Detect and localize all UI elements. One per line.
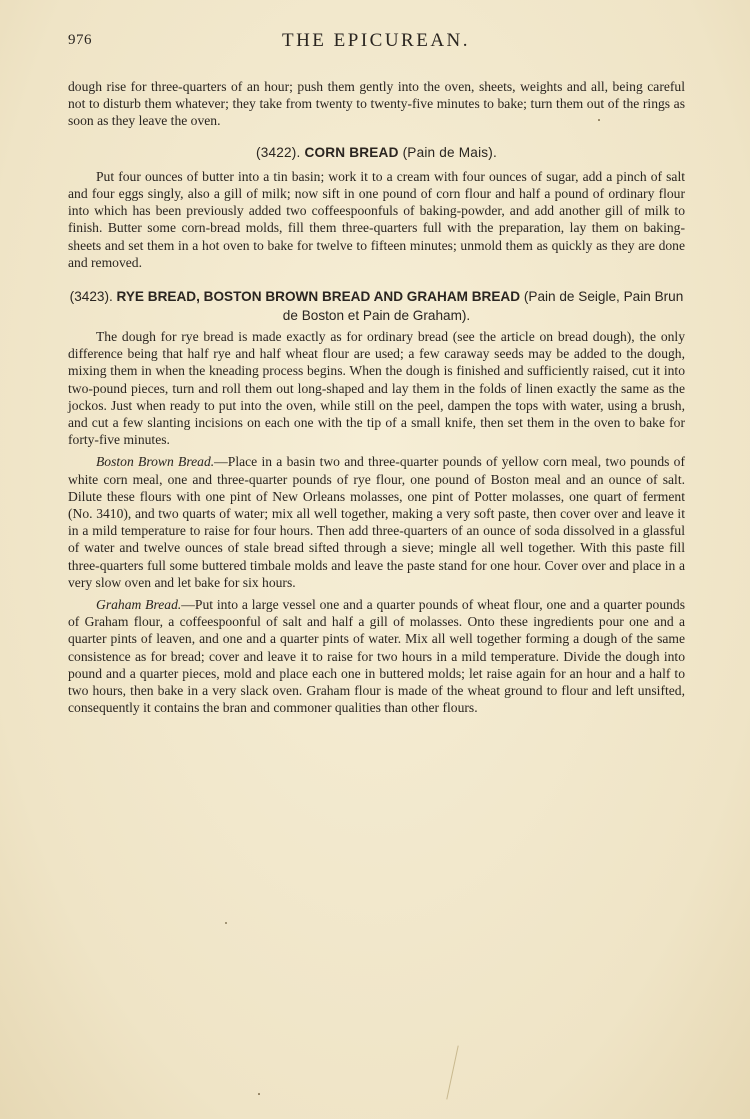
section-title: RYE BREAD, BOSTON BROWN BREAD AND GRAHAM BREAD <box>116 289 521 305</box>
graham-bread-text: —Put into a large vessel one and a quarter pounds of wheat flour, one and a quarter pounds of Graham flour, a coffeespoonful of salt and half a gill of molasses. Onto these ingredients pour one and a quarter pints of leaven, and one and a quarter pints of water. Mix all well together forming a dough of the same consistence as for bread; cover and leave it to raise for two hours in a mild temperature. Divide the dough into pound and a quarter pieces, mold and place each one in buttered molds; let raise again for an hour and a half to two hours, then bake in a very slack oven. Graham flour is made of the wheat ground to flour and left unsifted, consequently it contains the bran and commoner qualities than other flours. <box>68 597 686 716</box>
section-heading-3422 <box>68 144 685 161</box>
section-number: (3423). <box>69 289 113 305</box>
intro-paragraph: dough rise for three-quarters of an hour; push them gently into the oven, sheets, weights and all, being careful not to disturb them whatever; they take from twenty to twenty-five minutes to bake; turn them out of the rings as soon as they leave the oven. <box>68 79 685 129</box>
page-body <box>68 78 685 717</box>
section-alt-title: (Pain de Seigle, Pain Brun de Boston et Pain de Graham). <box>282 289 684 324</box>
section-heading-3423 <box>68 287 685 325</box>
boston-brown-bread-paragraph <box>68 453 685 591</box>
boston-brown-bread-text: —Place in a basin two and three-quarter pounds of yellow corn meal, two pounds of white corn meal, one and three-quarter pounds of rye flour, one pound of Boston meal and an ounce of salt. Dilute these flours with one pint of New Orleans molasses, one pint of Potter molasses, one quart of ferment (No. 3410), and two quarts of water; mix all well together, making a very soft paste, then cover over and leave it in a mild temperature to raise for four hours. Then add three-quarters of an ounce of soda dissolved in a glassful of water and twelve ounces of stale bread sifted through a sieve; mingle all well together. With this paste fill three-quarters full some buttered timbale molds and leave the paste stand for one hour. Cover over and place in a very slow oven and let bake for six hours. <box>68 454 685 590</box>
paper-speck <box>258 1093 260 1095</box>
running-head <box>68 30 684 52</box>
graham-bread-paragraph <box>68 596 685 716</box>
paper-speck <box>598 119 600 121</box>
running-title: THE EPICUREAN. <box>281 30 471 51</box>
corn-bread-paragraph: Put four ounces of butter into a tin basin; work it to a cream with four ounces of sugar, add a pinch of salt and four eggs singly, also a gill of milk; now sift in one pound of corn flour and half a pound of ordinary flour into which has been previously added two coffeespoonfuls of baking-powder, and add another gill of milk to finish. Butter some corn-bread molds, fill them three-quarters full with the preparation, lay them on baking-sheets and set them in a hot oven to bake for twelve to fifteen minutes; unmold them as quickly as they are done and removed. <box>68 168 685 270</box>
rye-bread-paragraph: The dough for rye bread is made exactly as for ordinary bread (see the article on bread dough), the only difference being that half rye and half wheat flour are used; a few caraway seeds may be added to the dough, mixing them in when the kneading process begins. When the dough is finished and sufficiently raised, cut it into two-pound pieces, turn and roll them out long-shaped and lay them in the folds of linen exactly the same as the jockos. Just when ready to put into the oven, while still on the peel, dampen the tops with water, using a brush, and cut a few slanting incisions on each one with the tip of a small knife, then set them in the oven to bake for forty-five minutes. <box>68 329 685 448</box>
page-number: 976 <box>68 32 92 48</box>
section-alt-title: (Pain de Mais). <box>402 144 497 160</box>
boston-brown-bread-label: Boston Brown Bread. <box>96 454 215 470</box>
paper-scratch <box>446 1045 458 1099</box>
graham-bread-label: Graham Bread. <box>96 597 182 613</box>
section-number: (3422). <box>255 144 301 160</box>
section-title: CORN BREAD <box>304 144 399 160</box>
paper-speck <box>225 922 227 924</box>
